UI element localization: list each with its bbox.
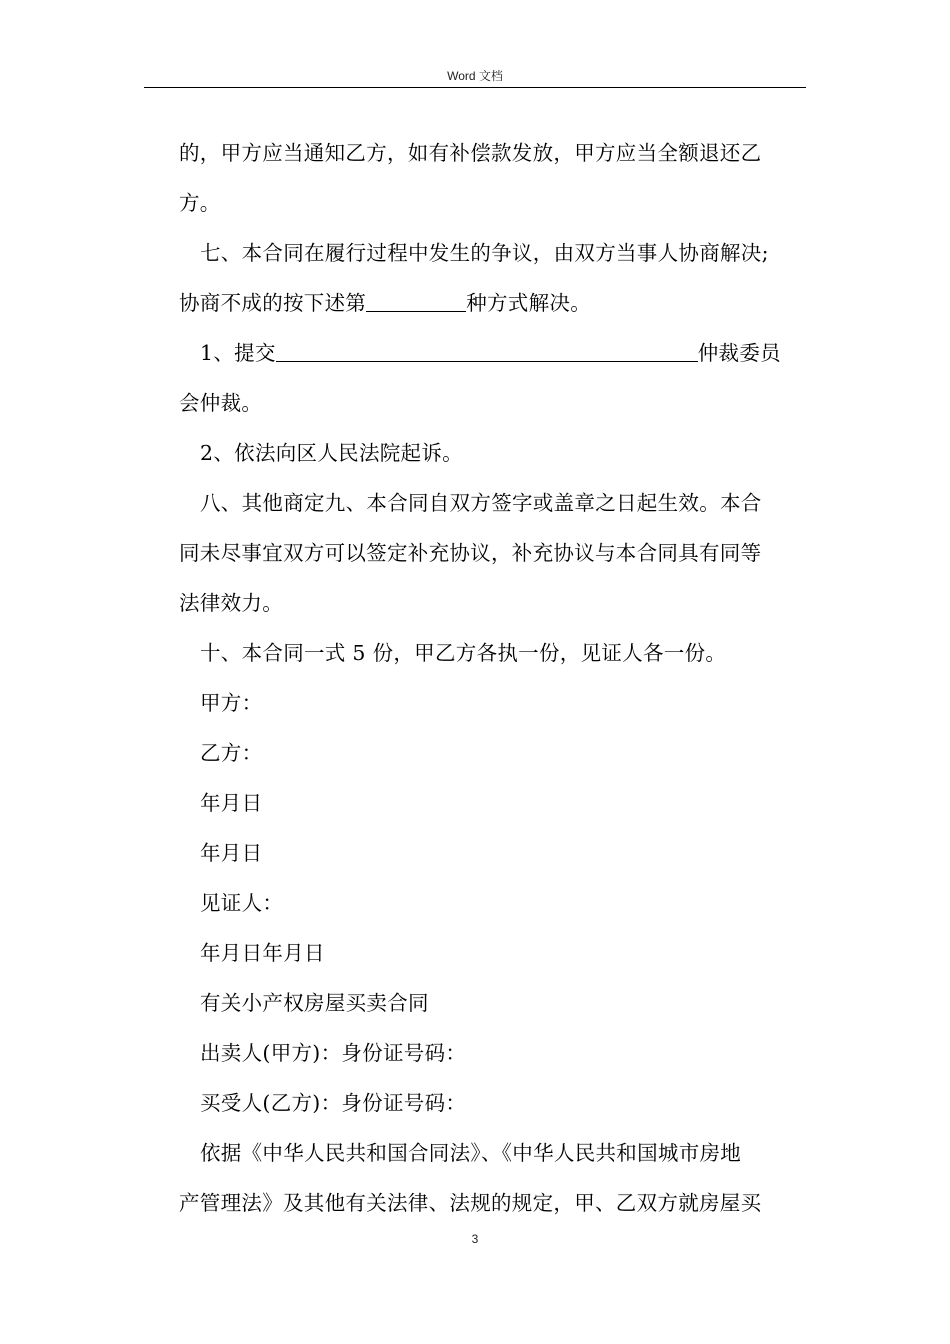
paragraph-line: 会仲裁。 (179, 391, 263, 415)
paragraph-line: 依据《中华人民共和国合同法》、《中华人民共和国城市房地 (200, 1141, 742, 1165)
paragraph-line: 产管理法》及其他有关法律、法规的规定，甲、乙双方就房屋买 (179, 1191, 762, 1215)
paragraph-line: 的，甲方应当通知乙方，如有补偿款发放，甲方应当全额退还乙 (179, 141, 762, 165)
text-segment: 1、提交 (200, 341, 276, 365)
seller-line: 出卖人(甲方)：身份证号码： (200, 1041, 467, 1065)
header-rule (144, 87, 806, 88)
date-line: 年月日 (200, 841, 263, 865)
document-body (179, 128, 804, 1228)
paragraph-line: 同未尽事宜双方可以签定补充协议，补充协议与本合同具有同等 (179, 541, 762, 565)
fill-in-blank (276, 339, 698, 362)
party-b-label: 乙方： (200, 741, 263, 765)
paragraph-line: 2、依法向区人民法院起诉。 (200, 441, 463, 465)
text-segment: 种方式解决。 (466, 291, 592, 315)
party-a-label: 甲方： (200, 691, 263, 715)
paragraph-line: 方。 (179, 191, 221, 215)
page-number: 3 (471, 1232, 479, 1246)
text-segment: 仲裁委员 (697, 341, 781, 365)
paragraph-line (179, 328, 804, 378)
paragraph-line: 八、其他商定九、本合同自双方签字或盖章之日起生效。本合 (200, 491, 762, 515)
paragraph-line: 法律效力。 (179, 591, 283, 615)
buyer-line: 买受人(乙方)：身份证号码： (200, 1091, 467, 1115)
page-header: Word 文档 (447, 69, 503, 83)
paragraph-line: 七、本合同在履行过程中发生的争议，由双方当事人协商解决; (200, 241, 769, 265)
fill-in-blank (366, 289, 466, 312)
text-segment: 协商不成的按下述第 (179, 291, 367, 315)
paragraph-line (179, 278, 804, 328)
witness-label: 见证人： (200, 891, 284, 915)
date-line: 年月日 (200, 791, 263, 815)
contract-title: 有关小产权房屋买卖合同 (200, 991, 429, 1015)
paragraph-line: 十、本合同一式 5 份，甲乙方各执一份，见证人各一份。 (200, 641, 727, 665)
date-line: 年月日年月日 (200, 941, 325, 965)
